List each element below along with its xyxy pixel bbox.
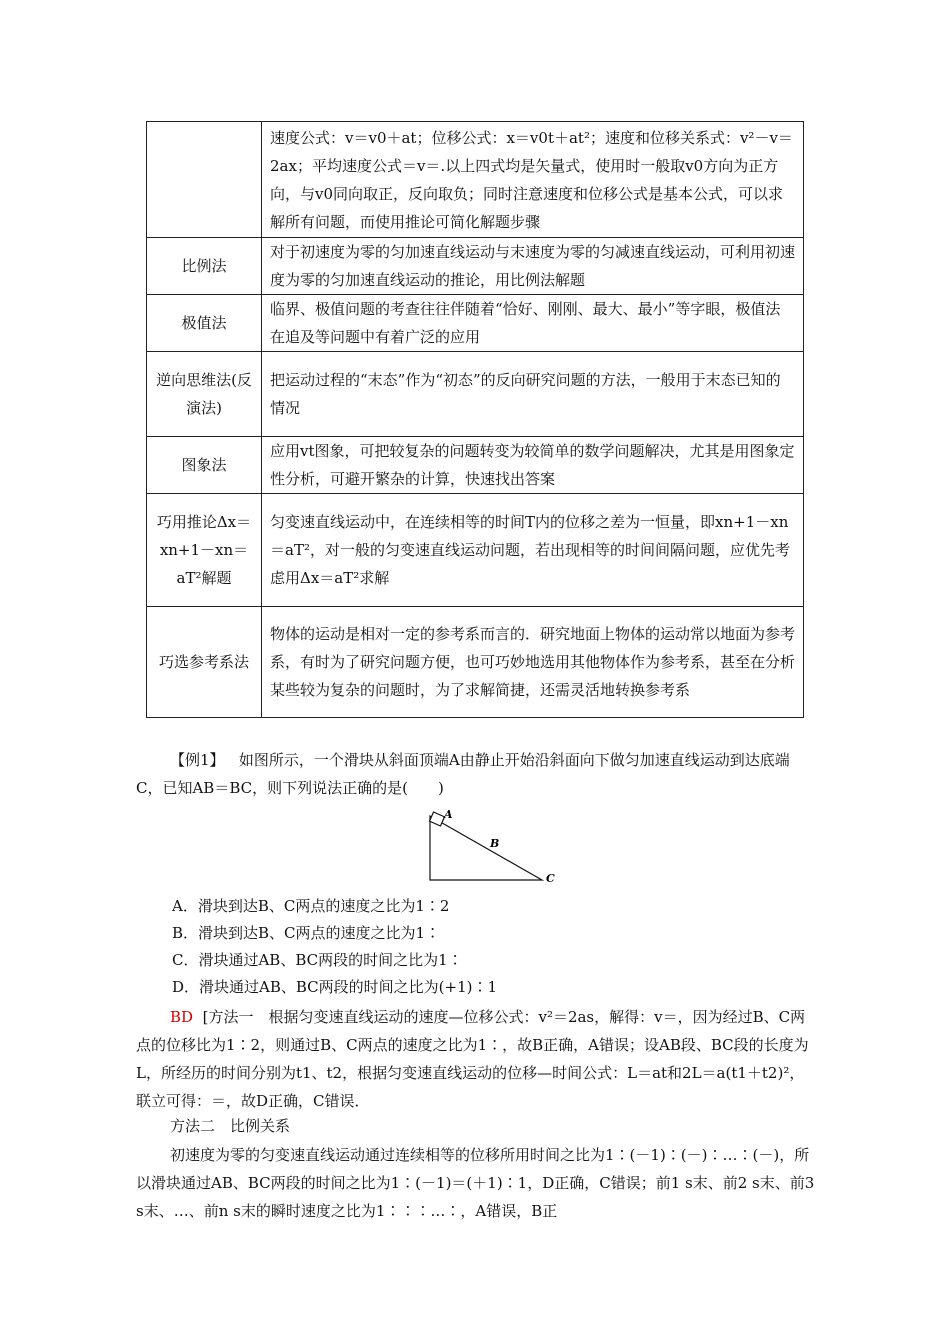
table-row bbox=[147, 494, 804, 607]
option-c: C．滑块通过AB、BC两段的时间之比为1∶ bbox=[172, 951, 463, 969]
incline-figure bbox=[420, 804, 560, 886]
method2-title: 方法二 比例关系 bbox=[170, 1117, 291, 1135]
method-name-cell: 极值法 bbox=[147, 295, 262, 352]
answer-badge: BD bbox=[170, 1008, 194, 1026]
method-desc-cell: 应用vt图象，可把较复杂的问题转变为较简单的数学问题解决，尤其是用图象定性分析，可避开繁杂的计算，快速找出答案 bbox=[262, 437, 804, 494]
method-desc-cell: 把运动过程的“末态”作为“初态”的反向研究问题的方法，一般用于末态已知的情况 bbox=[262, 352, 804, 437]
solution1-text: [方法一 根据匀变速直线运动的速度—位移公式：v²＝2as，解得：v＝，因为经过B、C两点的位移比为1∶2，则通过B、C两点的速度之比为1∶，故B正确，A错误；设AB段、BC段的长度为L，所经历的时间分别为t1、t2，根据匀变速直线运动的位移—时间公式：L＝at和2L＝a(t1＋t2)²，联立可得：＝，故D正确，C错误． bbox=[136, 1008, 809, 1110]
label-b: B bbox=[490, 837, 500, 850]
option-b: B．滑块到达B、C两点的速度之比为1∶ bbox=[172, 924, 441, 942]
method-desc-cell: 物体的运动是相对一定的参考系而言的．研究地面上物体的运动常以地面为参考系，有时为了研究问题方便，也可巧妙地选用其他物体作为参考系，甚至在分析某些较为复杂的问题时，为了求解简捷，还需灵活地转换参考系 bbox=[262, 607, 804, 718]
label-a: A bbox=[444, 808, 453, 821]
method-desc-cell: 临界、极值问题的考查往往伴随着“恰好、刚刚、最大、最小”等字眼，极值法在追及等问题中有着广泛的应用 bbox=[262, 295, 804, 352]
method-name-cell: 图象法 bbox=[147, 437, 262, 494]
method-name-cell: 巧选参考系法 bbox=[147, 607, 262, 718]
solution-method-1 bbox=[136, 1003, 816, 1115]
method2-text: 初速度为零的匀变速直线运动通过连续相等的位移所用时间之比为1∶(－1)∶(－)∶…∶(－)，所以滑块通过AB、BC两段的时间之比为1∶(－1)＝(＋1)∶1，D正确，C错误；前1 s末、前2 s末、前3 s末、…、前n s末的瞬时速度之比为1∶∶∶…∶，A错误，B正 bbox=[136, 1146, 815, 1220]
incline-triangle bbox=[430, 816, 542, 880]
method-name-cell: 巧用推论Δx＝xn+1－xn＝aT²解题 bbox=[147, 494, 262, 607]
option-d: D．滑块通过AB、BC两段的时间之比为(+1)∶1 bbox=[172, 978, 498, 996]
table-row bbox=[147, 352, 804, 437]
method-name-cell: 逆向思维法(反演法) bbox=[147, 352, 262, 437]
option-a: A．滑块到达B、C两点的速度之比为1∶2 bbox=[172, 897, 450, 915]
table-row bbox=[147, 607, 804, 718]
example-question bbox=[136, 746, 816, 802]
method-desc-cell: 匀变速直线运动中，在连续相等的时间T内的位移之差为一恒量，即xn+1－xn＝aT²，对一般的匀变速直线运动问题，若出现相等的时间间隔问题，应优先考虑用Δx＝aT²求解 bbox=[262, 494, 804, 607]
method-desc-cell: 速度公式：v＝v0＋at；位移公式：x＝v0t＋at²；速度和位移关系式：v²－v＝2ax；平均速度公式＝v＝.以上四式均是矢量式，使用时一般取v0方向为正方向，与v0同向取正，反向取负；同时注意速度和位移公式是基本公式，可以求解所有问题，而使用推论可简化解题步骤 bbox=[262, 122, 804, 238]
methods-table bbox=[146, 121, 804, 718]
table-row bbox=[147, 295, 804, 352]
method-name-cell bbox=[147, 122, 262, 238]
example-label: 【例1】 bbox=[170, 751, 225, 769]
slider-block bbox=[429, 812, 444, 826]
method-name-cell: 比例法 bbox=[147, 238, 262, 295]
table-row bbox=[147, 238, 804, 295]
method-desc-cell: 对于初速度为零的匀加速直线运动与末速度为零的匀减速直线运动，可利用初速度为零的匀加速直线运动的推论，用比例法解题 bbox=[262, 238, 804, 295]
label-c: C bbox=[546, 872, 555, 885]
table-row bbox=[147, 122, 804, 238]
table-row bbox=[147, 437, 804, 494]
question-text: 如图所示，一个滑块从斜面顶端A由静止开始沿斜面向下做匀加速直线运动到达底端C，已知AB＝BC，则下列说法正确的是( ) bbox=[136, 751, 790, 797]
